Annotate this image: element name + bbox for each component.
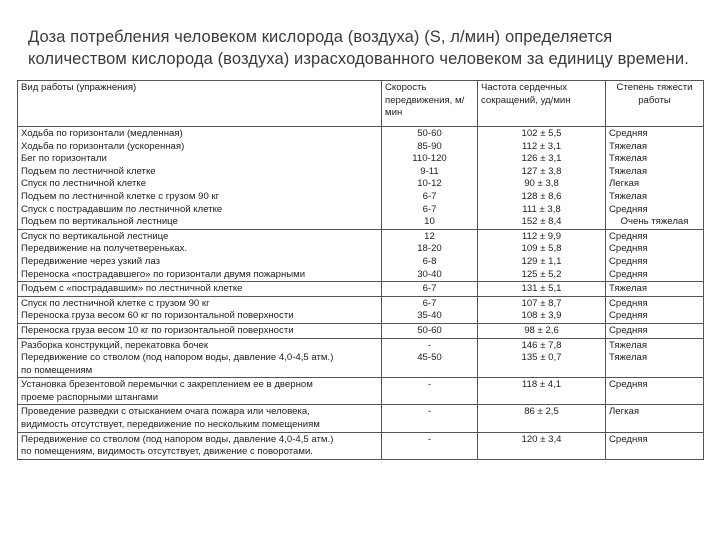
cell-line: Подъем по лестничной клетке <box>21 165 156 177</box>
speed-cell <box>382 323 478 338</box>
cell-line: Ходьба по горизонтали (медленная) <box>21 128 183 139</box>
table-row <box>18 323 704 338</box>
work-cell <box>18 432 382 459</box>
cell-line: 152 ± 8,4 <box>521 216 562 228</box>
speed-cell <box>382 378 478 405</box>
title-line-1: Доза потребления человеком кислорода (воздуха) (S, л/мин) определяется <box>28 28 613 46</box>
cell-line: Переноска груза весом 10 кг по горизонтальной поверхности <box>21 324 294 336</box>
table-row <box>18 338 704 378</box>
cell-line: 112 ± 3,1 <box>521 140 562 152</box>
heart-rate-cell <box>478 296 606 323</box>
heart-rate-cell <box>478 323 606 338</box>
cell-line: 45-50 <box>417 352 442 364</box>
slide-title <box>28 26 708 70</box>
cell-line: 35-40 <box>417 310 442 322</box>
cell-line: по помещениям, видимость отсутствует, движение с поворотами. <box>21 446 313 458</box>
severity-cell <box>606 338 704 378</box>
work-cell <box>18 338 382 378</box>
heart-rate-cell <box>478 338 606 378</box>
cell-line: Переноска груза весом 60 кг по горизонтальной поверхности <box>21 310 294 322</box>
cell-line: 30-40 <box>417 268 442 280</box>
severity-cell <box>606 432 704 459</box>
cell-line: 98 ± 2,6 <box>524 324 559 336</box>
cell-line: 111 ± 3,8 <box>522 203 561 215</box>
cell-line: 12 <box>424 230 435 242</box>
speed-cell <box>382 338 478 378</box>
cell-line <box>609 392 700 405</box>
severity-cell <box>606 296 704 323</box>
severity-cell <box>606 229 704 281</box>
cell-line: Подъем по вертикальной лестнице <box>21 216 178 228</box>
cell-line <box>385 446 474 459</box>
speed-cell <box>382 432 478 459</box>
cell-line: проеме распорными штангами <box>21 391 159 403</box>
cell-line: по помещениям <box>21 364 93 376</box>
cell-line: Подъем по лестничной клетке с грузом 90 кг <box>21 190 220 202</box>
cell-line: Ходьба по горизонтали (ускоренная) <box>21 140 185 152</box>
header-severity: Степень тяжести работы <box>606 81 704 127</box>
table-row <box>18 296 704 323</box>
heart-rate-cell <box>478 405 606 432</box>
cell-line: видимость отсутствует, передвижение по нескольким помещениям <box>21 419 320 431</box>
cell-line <box>481 446 602 459</box>
cell-line: Спуск по вертикальной лестнице <box>21 230 169 242</box>
cell-line: Средняя <box>609 255 648 267</box>
cell-line: 102 ± 5,5 <box>521 128 562 139</box>
severity-cell <box>606 127 704 230</box>
heart-rate-cell <box>478 127 606 230</box>
cell-line: 50-60 <box>417 324 442 336</box>
cell-line: Средняя <box>609 297 648 309</box>
cell-line: 107 ± 8,7 <box>521 297 562 309</box>
header-heart-rate: Частота сердечных сокращений, уд/мин <box>478 81 606 127</box>
cell-line: Тяжелая <box>609 153 648 165</box>
cell-line: 127 ± 3,8 <box>521 165 562 177</box>
table-row <box>18 405 704 432</box>
cell-line: Средняя <box>609 128 648 139</box>
cell-line: 128 ± 8,6 <box>521 190 562 202</box>
oxygen-consumption-table <box>17 80 704 460</box>
table-row <box>18 229 704 281</box>
severity-cell <box>606 378 704 405</box>
cell-line: 10-12 <box>417 178 442 190</box>
cell-line: 120 ± 3,4 <box>521 433 562 445</box>
cell-line: 90 ± 3,8 <box>524 178 559 190</box>
cell-line <box>481 365 602 378</box>
cell-line: 112 ± 9,9 <box>521 230 562 242</box>
cell-line: Передвижение со стволом (под напором воды, давление 4,0-4,5 атм.) <box>21 352 334 364</box>
cell-line: 6-7 <box>422 297 437 309</box>
cell-line: Тяжелая <box>609 283 648 295</box>
cell-line: Передвижение со стволом (под напором воды, давление 4,0-4,5 атм.) <box>21 433 334 445</box>
cell-line: 129 ± 1,1 <box>521 255 562 267</box>
cell-line: Легкая <box>609 406 640 418</box>
title-line-2: количеством кислорода (воздуха) израсходованного человеком за единицу времени. <box>28 50 689 68</box>
header-work: Вид работы (упражнения) <box>18 81 382 127</box>
cell-line: Средняя <box>609 379 648 391</box>
cell-line: 10 <box>424 216 435 228</box>
cell-line: Спуск по лестничной клетке <box>21 178 147 190</box>
cell-line: 6-8 <box>422 255 437 267</box>
cell-line: - <box>427 379 432 391</box>
cell-line: Передвижение через узкий лаз <box>21 255 161 267</box>
cell-line: Подъем с «пострадавшим» по лестничной клетке <box>21 283 243 295</box>
cell-line <box>385 392 474 405</box>
cell-line: 50-60 <box>417 128 442 139</box>
cell-line: 126 ± 3,1 <box>521 153 562 165</box>
cell-line: Передвижение на получетвереньках. <box>21 243 188 255</box>
severity-cell <box>606 282 704 297</box>
cell-line: Средняя <box>609 433 648 445</box>
cell-line: 118 ± 4,1 <box>521 379 562 391</box>
cell-line: - <box>427 433 432 445</box>
heart-rate-cell <box>478 378 606 405</box>
work-cell <box>18 127 382 230</box>
cell-line <box>385 365 474 378</box>
table-row <box>18 127 704 230</box>
cell-line: 146 ± 7,8 <box>521 339 562 351</box>
cell-line: Средняя <box>609 243 648 255</box>
cell-line: 6-7 <box>422 190 437 202</box>
cell-line: Бег по горизонтали <box>21 153 107 165</box>
table-row <box>18 282 704 297</box>
cell-line: Средняя <box>609 203 648 215</box>
cell-line: Тяжелая <box>609 339 648 351</box>
cell-line: - <box>427 406 432 418</box>
cell-line <box>385 419 474 432</box>
cell-line <box>609 365 700 378</box>
cell-line: - <box>427 339 432 351</box>
cell-line: Средняя <box>609 324 648 336</box>
cell-line: Очень тяжелая <box>620 216 689 228</box>
table-row <box>18 378 704 405</box>
work-cell <box>18 229 382 281</box>
cell-line: 6-7 <box>422 203 437 215</box>
cell-line <box>609 419 700 432</box>
heart-rate-cell <box>478 282 606 297</box>
cell-line: Тяжелая <box>609 140 648 152</box>
heart-rate-cell <box>478 432 606 459</box>
cell-line: Тяжелая <box>609 190 648 202</box>
cell-line: Спуск по лестничной клетке с грузом 90 кг <box>21 297 210 309</box>
cell-line: Легкая <box>609 178 640 190</box>
speed-cell <box>382 405 478 432</box>
cell-line: 18-20 <box>417 243 442 255</box>
cell-line: 135 ± 0,7 <box>521 352 562 364</box>
heart-rate-cell <box>478 229 606 281</box>
cell-line <box>481 392 602 405</box>
cell-line: Средняя <box>609 268 648 280</box>
cell-line: Установка брезентовой перемычки с закреплением ее в дверном <box>21 379 313 391</box>
cell-line: Проведение разведки с отысканием очага пожара или человека, <box>21 406 310 418</box>
cell-line: Средняя <box>609 310 648 322</box>
work-cell <box>18 296 382 323</box>
cell-line: Переноска «пострадавшего» по горизонтали двумя пожарными <box>21 268 306 280</box>
speed-cell <box>382 229 478 281</box>
cell-line: Разборка конструкций, перекатовка бочек <box>21 339 209 351</box>
cell-line: 125 ± 5,2 <box>521 268 562 280</box>
speed-cell <box>382 127 478 230</box>
work-cell <box>18 323 382 338</box>
cell-line: 86 ± 2,5 <box>524 406 559 418</box>
cell-line: Тяжелая <box>609 352 648 364</box>
speed-cell <box>382 282 478 297</box>
cell-line: Тяжелая <box>609 165 648 177</box>
cell-line: Спуск с пострадавшим по лестничной клетке <box>21 203 223 215</box>
cell-line: 109 ± 5,8 <box>521 243 562 255</box>
severity-cell <box>606 323 704 338</box>
cell-line: 131 ± 5,1 <box>521 283 562 295</box>
cell-line: 9-11 <box>420 165 439 177</box>
speed-cell <box>382 296 478 323</box>
cell-line: 110-120 <box>412 153 447 165</box>
work-cell <box>18 282 382 297</box>
work-cell <box>18 405 382 432</box>
cell-line <box>481 419 602 432</box>
cell-line: 85-90 <box>417 140 442 152</box>
cell-line: Средняя <box>609 230 648 242</box>
cell-line <box>609 446 700 459</box>
cell-line: 6-7 <box>422 283 437 295</box>
work-cell <box>18 378 382 405</box>
cell-line: 108 ± 3,9 <box>521 310 562 322</box>
header-speed: Скорость передвижения, м/мин <box>382 81 478 127</box>
header-row <box>18 81 704 127</box>
severity-cell <box>606 405 704 432</box>
table-row <box>18 432 704 459</box>
